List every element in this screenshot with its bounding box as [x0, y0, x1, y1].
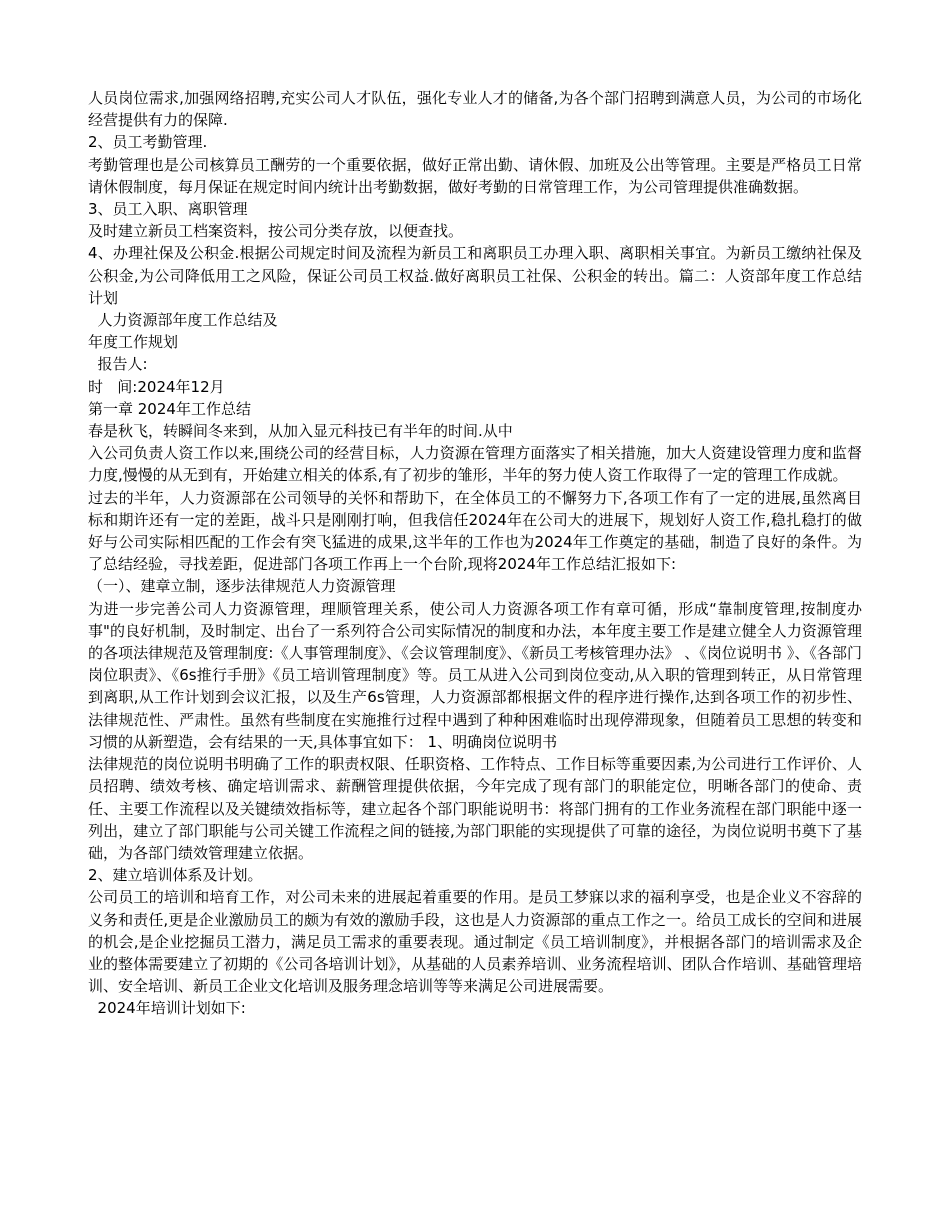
paragraph-employee-files: 及时建立新员工档案资料，按公司分类存放，以便查找。 — [88, 222, 464, 241]
paragraph-training: 公司员工的培训和培育工作，对公司未来的进展起着重要的作用。是员工梦寐以求的福利享受，也是企业义不容辞的义务和责任,更是企业激励员工的颇为有效的激励手段，这也是人力资源部的重点工作之一。给员工成长的空间和进展的机会,是企业挖掘员工潜力，满足员工需求的重要表现。通过制定《员工培训制度》，并根据各部门的培训需求及企业的整体需要建立了初期的《公司各培训计划》，从基础的人员素养培训、业务流程培训、团队合作培训、基础管理培训、安全培训、新员工企业文化培训及服务理念培训等等来满足公司进展需要。 — [88, 888, 862, 996]
paragraph-recruitment-tail: 人员岗位需求,加强网络招聘,充实公司人才队伍，强化专业人才的储备,为各个部门招聘到满意人员，为公司的市场化经营提供有力的保障. — [88, 89, 862, 130]
paragraph-social-insurance: 4、办理社保及公积金.根据公司规定时间及流程为新员工和离职员工办理入职、离职相关事宜。为新员工缴纳社保及公积金,为公司降低用工之风险，保证公司员工权益.做好离职员工社保、公积金的转出。篇二：人资部年度工作总结计划 — [88, 244, 862, 307]
date-line: 时 间:2024年12月 — [88, 377, 225, 396]
report-title-line-1: 人力资源部年度工作总结及 — [88, 311, 278, 330]
report-title-line-2: 年度工作规划 — [88, 333, 179, 352]
chapter-heading: 第一章 2024年工作总结 — [88, 399, 251, 418]
heading-onboarding-offboarding: 3、员工入职、离职管理 — [88, 200, 248, 219]
heading-attendance-management: 2、员工考勤管理. — [88, 133, 208, 152]
reporter-line: 报告人: — [88, 355, 148, 374]
heading-training-system: 2、建立培训体系及计划。 — [88, 866, 263, 885]
training-plan-heading: 2024年培训计划如下: — [88, 999, 246, 1018]
section-heading-regulations: （一）、建章立制，逐步法律规范人力资源管理 — [88, 577, 396, 596]
paragraph-regulations: 为进一步完善公司人力资源管理，理顺管理关系，使公司人力资源各项工作有章可循，形成“靠制度管理,按制度办事"的良好机制，及时制定、出台了一系列符合公司实际情况的制度和办法，本年度主要工作是建立健全人力资源管理的各项法律规范及管理制度:《人事管理制度》、《会议管理制度》、《新员工考核管理办法》 、《岗位说明书 》、《各部门岗位职责》、《6s推行手册》《员工培训管理制度》等。员工从进入公司到岗位变动,从入职的管理到转正，从日常管理到离职,从工作计划到会议汇报，以及生产6s管理，人力资源部都根据文件的程序进行操作,达到各项工作的初步性、法律规范性、严肃性。虽然有些制度在实施推行过程中遇到了种种困难临时出现停滞现象，但随着员工思想的转变和习惯的从新塑造，会有结果的一天,具体事宜如下： 1、明确岗位说明书 — [88, 599, 862, 751]
paragraph-intro: 春是秋飞，转瞬间冬来到，从加入显元科技已有半年的时间.从中 — [88, 422, 513, 441]
paragraph-progress: 入公司负责人资工作以来,围绕公司的经营目标，人力资源在管理方面落实了相关措施，加大人资建设管理力度和监督力度,慢慢的从无到有，开始建立相关的体系,有了初步的雏形，半年的努力使人资工作取得了一定的管理工作成就。 — [88, 444, 862, 485]
paragraph-half-year: 过去的半年，人力资源部在公司领导的关怀和帮助下，在全体员工的不懈努力下,各项工作有了一定的进展,虽然离目标和期许还有一定的差距，战斗只是刚刚打响，但我信任2024年在公司大的进展下，规划好人资工作,稳扎稳打的做好与公司实际相匹配的工作会有突飞猛进的成果,这半年的工作也为2024年工作奠定的基础，制造了良好的条件。为了总结经验，寻找差距，促进部门各项工作再上一个台阶,现将2024年工作总结汇报如下: — [88, 488, 862, 574]
paragraph-attendance: 考勤管理也是公司核算员工酬劳的一个重要依据，做好正常出勤、请休假、加班及公出等管理。主要是严格员工日常请休假制度，每月保证在规定时间内统计出考勤数据，做好考勤的日常管理工作，为公司管理提供准确数据。 — [88, 155, 862, 196]
paragraph-job-descriptions: 法律规范的岗位说明书明确了工作的职责权限、任职资格、工作特点、工作目标等重要因素,为公司进行工作评价、人员招聘、绩效考核、确定培训需求、薪酬管理提供依据，今年完成了现有部门的职能定位，明晰各部门的使命、责任、主要工作流程以及关键绩效指标等，建立起各个部门职能说明书：将部门拥有的工作业务流程在部门职能中逐一列出，建立了部门职能与公司关键工作流程之间的链接,为部门职能的实现提供了可靠的途径，为岗位说明书奠下了基础，为各部门绩效管理建立依据。 — [88, 755, 862, 862]
